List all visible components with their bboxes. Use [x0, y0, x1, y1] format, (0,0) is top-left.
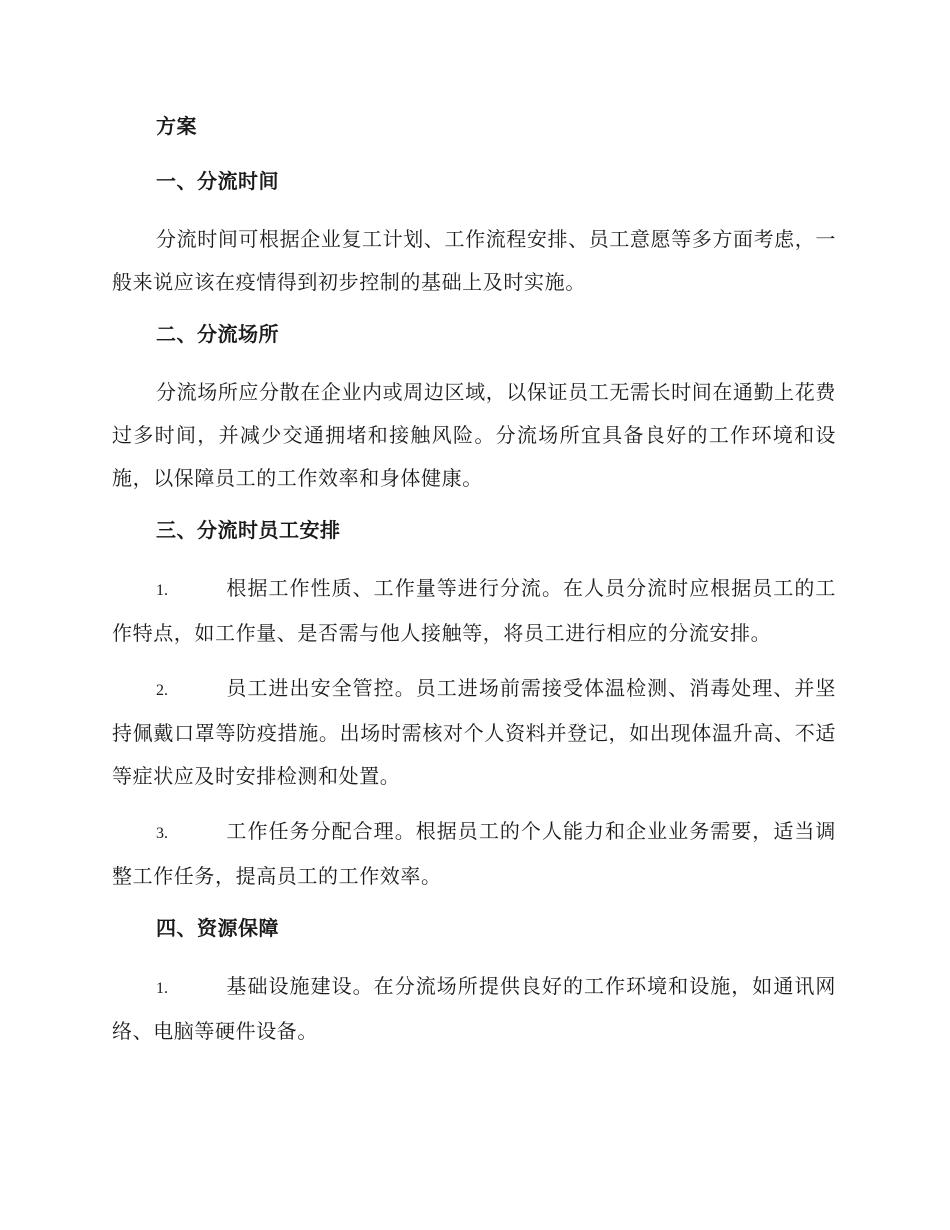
list-number: 1.: [156, 980, 168, 997]
list-item: [112, 667, 836, 798]
list-item: [112, 567, 836, 655]
list-item: [112, 965, 836, 1053]
list-item: [112, 810, 836, 898]
list-item-text: 根据工作性质、工作量等进行分流。在人员分流时应根据员工的工作特点，如工作量、是否需与他人接触等，将员工进行相应的分流安排。: [112, 576, 836, 645]
list-number: 1.: [156, 582, 168, 599]
list-number: 3.: [156, 825, 168, 842]
section-paragraph: 分流场所应分散在企业内或周边区域，以保证员工无需长时间在通勤上花费过多时间，并减少交通拥堵和接触风险。分流场所宜具备良好的工作环境和设施，以保障员工的工作效率和身体健康。: [112, 380, 836, 490]
list-number: 2.: [156, 682, 168, 699]
document-title: 方案: [156, 114, 197, 138]
section-heading-venue: 二、分流场所: [156, 322, 279, 346]
list-item-text: 工作任务分配合理。根据员工的个人能力和企业业务需要，适当调整工作任务，提高员工的工作效率。: [112, 819, 836, 888]
document-body: [112, 108, 836, 1065]
section-heading-resources: 四、资源保障: [156, 916, 279, 940]
section-paragraph: 分流时间可根据企业复工计划、工作流程安排、员工意愿等多方面考虑，一般来说应该在疫情得到初步控制的基础上及时实施。: [112, 227, 836, 294]
list-item-text: 基础设施建设。在分流场所提供良好的工作环境和设施，如通讯网络、电脑等硬件设备。: [112, 974, 836, 1043]
list-item-text: 员工进出安全管控。员工进场前需接受体温检测、消毒处理、并坚持佩戴口罩等防疫措施。出场时需核对个人资料并登记，如出现体温升高、不适等症状应及时安排检测和处置。: [112, 676, 836, 788]
section-heading-staff: 三、分流时员工安排: [156, 518, 341, 542]
section-heading-time: 一、分流时间: [156, 169, 279, 193]
